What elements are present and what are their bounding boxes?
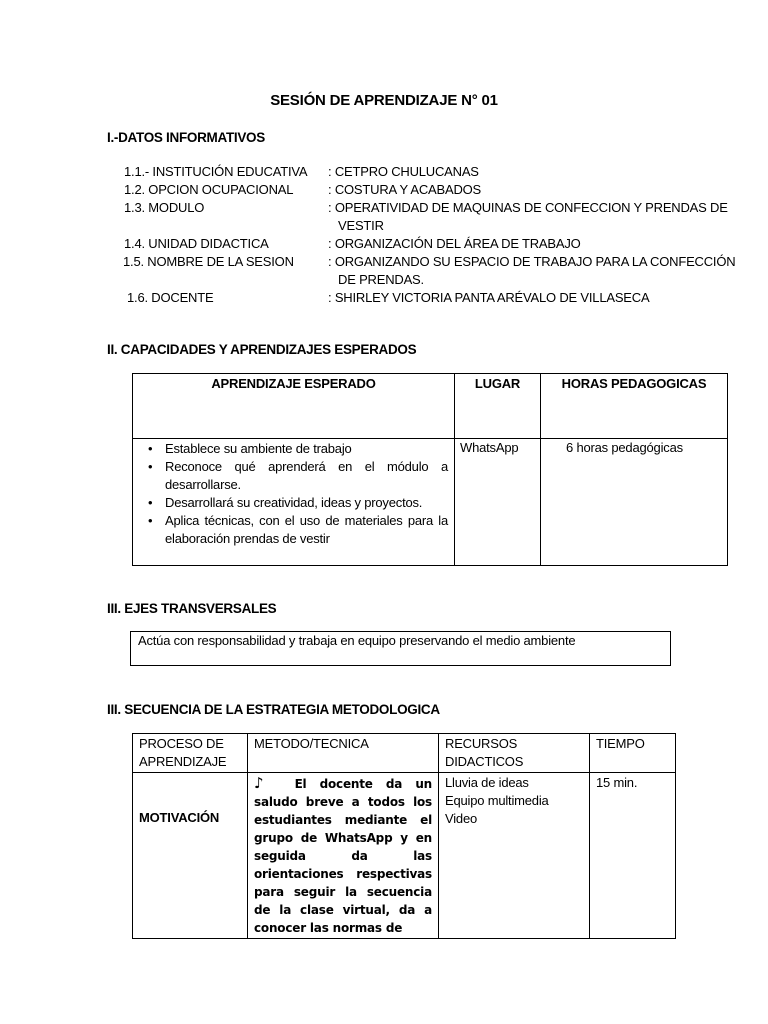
info-label: 1.4. UNIDAD DIDACTICA	[124, 236, 269, 251]
list-item: • Desarrollará su creatividad, ideas y proyectos.	[139, 494, 448, 512]
section-heading-ejes: III. EJES TRANSVERSALES	[107, 601, 277, 616]
section-heading-capacidades: II. CAPACIDADES Y APRENDIZAJES ESPERADOS	[107, 342, 417, 357]
info-value: : OPERATIVIDAD DE MAQUINAS DE CONFECCION Y PRENDAS DE VESTIR	[328, 200, 728, 233]
info-value: : ORGANIZANDO SU ESPACIO DE TRABAJO PARA LA CONFECCIÓN DE PRENDAS.	[328, 254, 736, 287]
info-value: : ORGANIZACIÓN DEL ÁREA DE TRABAJO	[328, 236, 581, 251]
recurso-item: Lluvia de ideas	[445, 775, 529, 790]
table-header: HORAS PEDAGOGICAS	[541, 374, 728, 439]
section-heading-secuencia: III. SECUENCIA DE LA ESTRATEGIA METODOLOGICA	[107, 702, 440, 717]
recurso-item: Equipo multimedia	[445, 793, 549, 808]
ejes-table	[130, 631, 671, 666]
horas-cell: 6 horas pedagógicas	[541, 439, 728, 566]
metodo-cell: ♪ El docente da un saludo breve a todos los estudiantes mediante el grupo de WhatsApp y en seguida da las orientaciones respectivas para seguir la secuencia de la clase virtual, da a conocer las normas de	[248, 773, 439, 939]
lugar-cell: WhatsApp	[455, 439, 541, 566]
table-header: APRENDIZAJE ESPERADO	[133, 374, 455, 439]
table-header: LUGAR	[455, 374, 541, 439]
section-heading-datos: I.-DATOS INFORMATIVOS	[107, 130, 265, 145]
table-header: TIEMPO	[590, 734, 676, 773]
info-value: : CETPRO CHULUCANAS	[328, 164, 479, 179]
info-list	[0, 163, 768, 313]
secuencia-table	[132, 733, 676, 939]
table-header: PROCESO DE APRENDIZAJE	[133, 734, 248, 773]
aprendizaje-cell	[133, 439, 455, 566]
tiempo-cell: 15 min.	[590, 773, 676, 939]
list-item: • Aplica técnicas, con el uso de materiales para la elaboración prendas de vestir	[139, 512, 448, 548]
info-label: 1.5. NOMBRE DE LA SESION	[123, 254, 294, 269]
info-label: 1.1.- INSTITUCIÓN EDUCATIVA	[124, 164, 308, 179]
page-title: SESIÓN DE APRENDIZAJE N° 01	[270, 92, 498, 109]
table-header: METODO/TECNICA	[248, 734, 439, 773]
capacidades-table	[132, 373, 728, 566]
info-label: 1.3. MODULO	[124, 200, 205, 215]
ejes-text: Actúa con responsabilidad y trabaja en equipo preservando el medio ambiente	[131, 632, 671, 666]
recursos-cell	[439, 773, 590, 939]
music-note-icon: ♪	[254, 774, 273, 792]
list-item: • Reconoce qué aprenderá en el módulo a desarrollarse.	[139, 458, 448, 494]
info-value: : SHIRLEY VICTORIA PANTA ARÉVALO DE VILLASECA	[328, 290, 650, 305]
info-label: 1.6. DOCENTE	[127, 290, 214, 305]
table-header: RECURSOS DIDACTICOS	[439, 734, 590, 773]
aprendizaje-list	[139, 440, 448, 548]
info-label: 1.2. OPCION OCUPACIONAL	[124, 182, 294, 197]
info-value: : COSTURA Y ACABADOS	[328, 182, 482, 197]
list-item: • Establece su ambiente de trabajo	[139, 440, 448, 458]
proceso-cell: MOTIVACIÓN	[133, 773, 248, 939]
recurso-item: Video	[445, 811, 478, 826]
